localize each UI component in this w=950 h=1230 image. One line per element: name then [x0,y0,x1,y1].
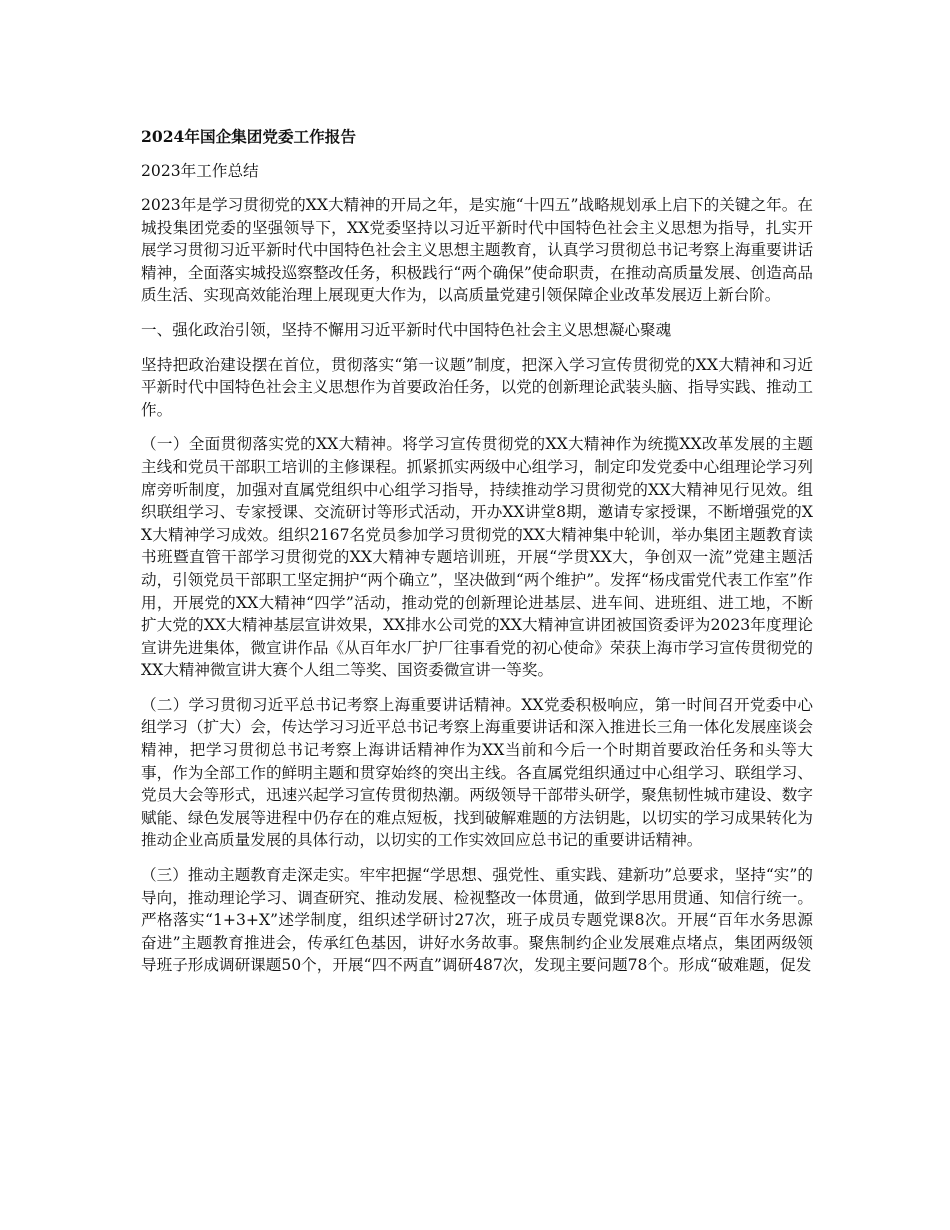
document-page [141,126,813,989]
section1-heading: 一、强化政治引领，坚持不懈用习近平新时代中国特色社会主义思想凝心聚魂 [141,320,672,339]
item2-paragraph: （二）学习贯彻习近平总书记考察上海重要讲话精神。XX党委积极响应，第一时间召开党委中心组学习（扩大）会，传达学习习近平总书记考察上海重要讲话和深入推进长三角一体化发展座谈会精神，把学习贯彻总书记考察上海讲话精神作为XX当前和今后一个时期首要政治任务和头等大事，作为全部工作的鲜明主题和贯穿始终的突出主线。各直属党组织通过中心组学习、联组学习、党员大会等形式，迅速兴起学习宣传贯彻热潮。两级领导干部带头研学，聚焦韧性城市建设、数字赋能、绿色发展等进程中仍存在的难点短板，找到破解难题的方法钥匙，以切实的学习成果转化为推动企业高质量发展的具体行动，以切实的工作实效回应总书记的重要讲话精神。 [141,695,813,850]
item3-paragraph: （三）推动主题教育走深走实。牢牢把握“学思想、强党性、重实践、建新功”总要求，坚持“实”的导向，推动理论学习、调查研究、推动发展、检视整改一体贯通，做到学思用贯通、知信行统一。严格落实“1+3+X”述学制度，组织述学研讨27次，班子成员专题党课8次。开展“百年水务思源奋进”主题教育推进会，传承红色基因，讲好水务故事。聚焦制约企业发展难点堵点，集团两级领导班子形成调研课题50个，开展“四不两直”调研487次，发现主要问题78个。形成“破难题，促发 [141,866,813,975]
item1-paragraph: （一）全面贯彻落实党的XX大精神。将学习宣传贯彻党的XX大精神作为统揽XX改革发展的主题主线和党员干部职工培训的主修课程。抓紧抓实两级中心组学习，制定印发党委中心组理论学习列席旁听制度，加强对直属党组织中心组学习指导，持续推动学习贯彻党的XX大精神见行见效。组织联组学习、专家授课、交流研讨等形式活动，开办XX讲堂8期，邀请专家授课，不断增强党的XX大精神学习成效。组织2167名党员参加学习贯彻党的XX大精神集中轮训，举办集团主题教育读书班暨直管干部学习贯彻党的XX大精神专题培训班，开展“学贯XX大，争创双一流”党建主题活动，引领党员干部职工坚定拥护“两个确立”，坚决做到“两个维护”。发挥“杨戌雷党代表工作室”作用，开展党的XX大精神“四学”活动，推动党的创新理论进基层、进车间、进班组、进工地，不断扩大党的XX大精神基层宣讲效果，XX排水公司党的XX大精神宣讲团被国资委评为2023年度理论宣讲先进集体，微宣讲作品《从百年水厂护厂往事看党的初心使命》荣获上海市学习宣传贯彻党的XX大精神微宣讲大赛个人组二等奖、国资委微宣讲一等奖。 [141,435,813,680]
document-subtitle: 2023年工作总结 [141,162,259,180]
intro-paragraph: 2023年是学习贯彻党的XX大精神的开局之年，是实施“十四五”战略规划承上启下的关键之年。在城投集团党委的坚强领导下，XX党委坚持以习近平新时代中国特色社会主义思想为指导，扎实开展学习贯彻习近平新时代中国特色社会主义思想主题教育，认真学习贯彻总书记考察上海重要讲话精神，全面落实城投巡察整改任务，积极践行“两个确保”使命职责，在推动高质量发展、创造高品质生活、实现高效能治理上展现更大作为，以高质量党建引领保障企业改革发展迈上新台阶。 [141,196,813,305]
section1-intro-paragraph: 坚持把政治建设摆在首位，贯彻落实“第一议题”制度，把深入学习宣传贯彻党的XX大精神和习近平新时代中国特色社会主义思想作为首要政治任务，以党的创新理论武装头脑、指导实践、推动工作。 [141,355,813,419]
document-title: 2024年国企集团党委工作报告 [141,127,356,146]
